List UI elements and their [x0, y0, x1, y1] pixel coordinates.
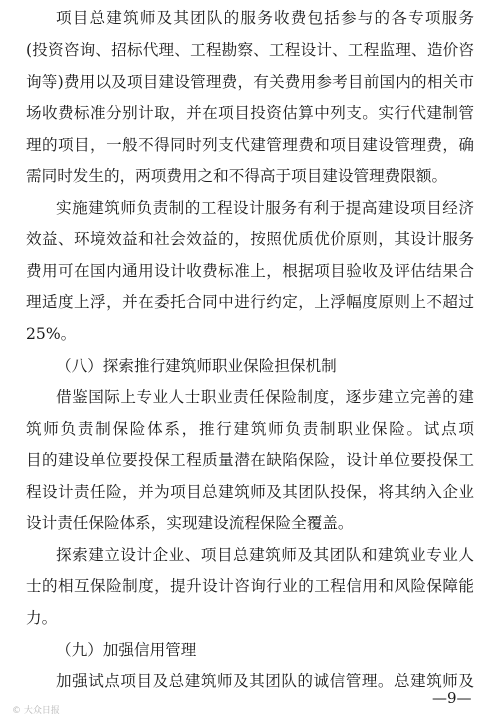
section-heading-eight: （八）探索推行建筑师职业保险担保机制	[56, 357, 337, 375]
paragraph-1-line-1: 项目总建筑师及其团队的服务收费包括参与的各专项服务	[56, 9, 474, 27]
paragraph-3-line-3: 目的建设单位要投保工程质量潜在缺陷保险，设计单位要投保工	[26, 451, 474, 469]
paragraph-2-line-2: 效益、环境效益和社会效益的，按照优质优价原则，其设计服务	[26, 230, 474, 248]
paragraph-3-line-2: 筑师负责制保险体系，推行建筑师负责制职业保险。试点项	[26, 420, 474, 438]
paragraph-3-line-1: 借鉴国际上专业人士职业责任保险制度，逐步建立完善的建	[56, 388, 474, 406]
paragraph-3-line-4: 程设计责任险，并为项目总建筑师及其团队投保，将其纳入企业	[26, 483, 474, 501]
paragraph-1-line-2: (投资咨询、招标代理、工程勘察、工程设计、工程监理、造价咨	[26, 41, 474, 59]
paragraph-2-line-3: 费用可在国内通用设计收费标准上，根据项目验收及评估结果合	[26, 262, 474, 280]
paragraph-1-line-4: 场收费标准分别计取，并在项目投资估算中列支。实行代建制管	[26, 104, 474, 122]
paragraph-2-line-4: 理适度上浮，并在委托合同中进行约定，上浮幅度原则上不超过	[26, 293, 474, 311]
section-heading-nine: （九）加强信用管理	[56, 641, 197, 659]
paragraph-4-line-3: 力。	[26, 609, 58, 627]
paragraph-4-line-2: 士的相互保险制度，提升设计咨询行业的工程信用和风险保障能	[26, 577, 474, 595]
paragraph-5-line-1: 加强试点项目及总建筑师及其团队的诚信管理。总建筑师及	[56, 672, 474, 690]
paragraph-1-line-3: 询等)费用以及项目建设管理费，有关费用参考目前国内的相关市	[26, 73, 474, 91]
paragraph-4-line-1: 探索建立设计企业、项目总建筑师及其团队和建筑业专业人	[56, 546, 474, 564]
paragraph-1-line-6: 需同时发生的，两项费用之和不得高于项目建设管理费限额。	[26, 167, 448, 185]
paragraph-3-line-5: 设计责任保险体系，实现建设流程保险全覆盖。	[26, 514, 354, 532]
paragraph-1-line-5: 理的项目，一般不得同时列支代建管理费和项目建设管理费，确	[26, 136, 474, 154]
watermark-logo: © 大众日报	[12, 706, 60, 716]
paragraph-2-line-1: 实施建筑师负责制的工程设计服务有利于提高建设项目经济	[56, 199, 474, 217]
paragraph-2-line-5: 25%。	[26, 325, 77, 343]
page-number: —9—	[432, 689, 472, 707]
